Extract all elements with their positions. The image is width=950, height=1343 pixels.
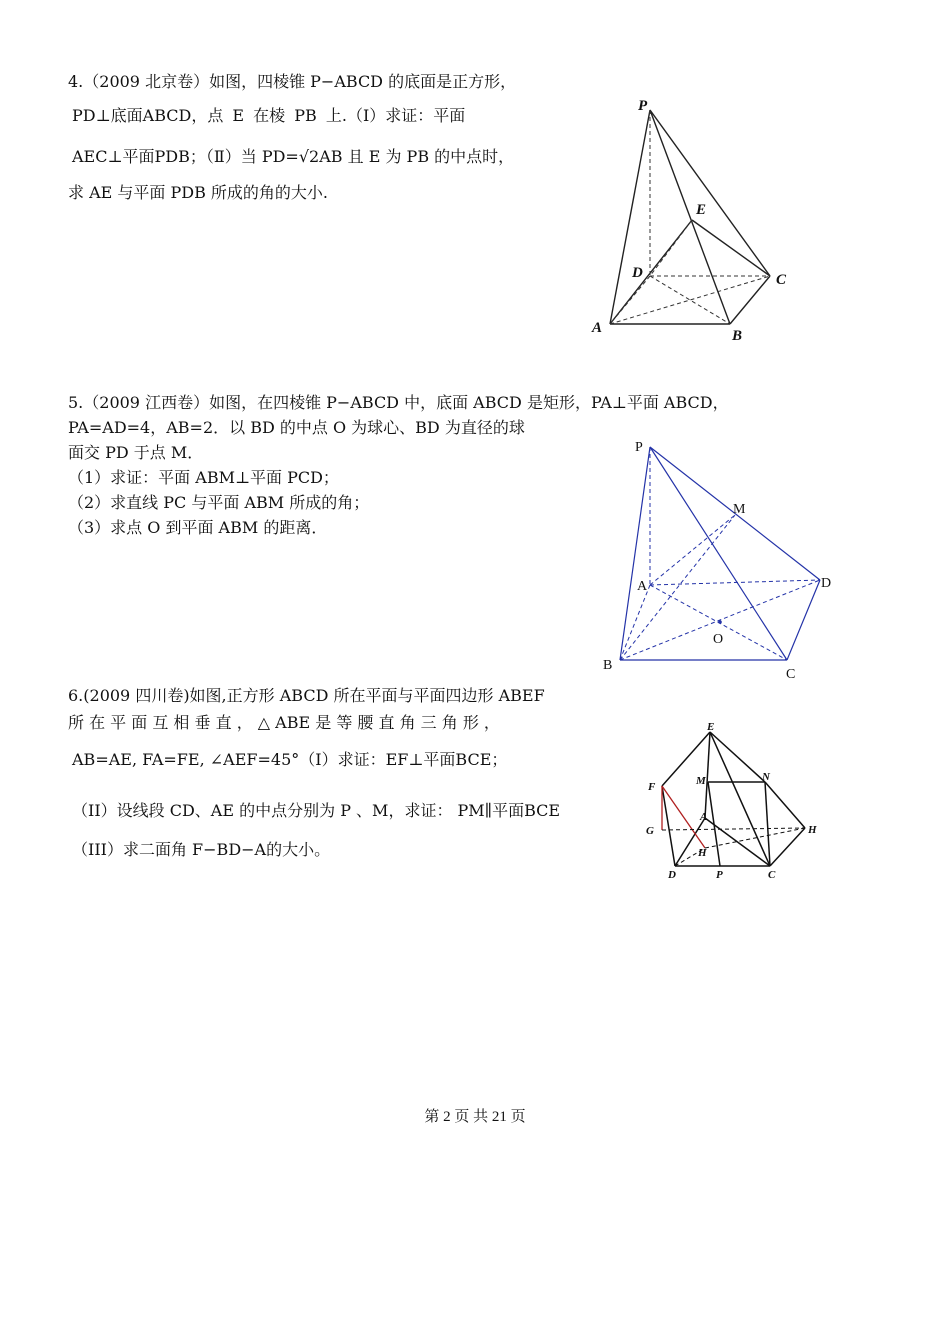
- p5-line-4: （1）求证：平面 ABM⊥平面 PCD；: [68, 468, 339, 487]
- label-F: F: [648, 781, 656, 793]
- label-O: O: [713, 632, 724, 647]
- label-A: A: [700, 811, 708, 823]
- label-P: P: [635, 440, 643, 455]
- label-A: A: [637, 579, 648, 594]
- label-M: M: [696, 775, 706, 787]
- label-C: C: [776, 272, 787, 288]
- label-D: D: [632, 265, 643, 281]
- label-B: B: [603, 658, 613, 673]
- p6-line-5: （III）求二面角 F−BD−A的大小。: [72, 840, 331, 859]
- label-P: P: [716, 869, 723, 881]
- label-C: C: [786, 667, 796, 682]
- label-P: P: [638, 98, 648, 114]
- label-E: E: [707, 721, 715, 733]
- p5-line-5: （2）求直线 PC 与平面 ABM 所成的角；: [68, 493, 370, 512]
- figure-pyramid-p5: [595, 435, 845, 685]
- p4-line-3: AEC⊥平面PDB；（Ⅱ）当 PD=√2AB 且 E 为 PB 的中点时，: [72, 147, 515, 166]
- label-E: E: [696, 202, 707, 218]
- label-C: C: [768, 869, 776, 881]
- label-A: A: [592, 320, 603, 336]
- p5-line-3: 面交 PD 于点 M．: [68, 443, 204, 462]
- figure-pyramid-p4: [580, 92, 800, 347]
- label-H-right: H: [808, 824, 817, 836]
- page-footer: 第 2 页 共 21 页: [424, 1109, 526, 1125]
- label-D: D: [821, 576, 832, 591]
- p4-line-1: 4.（2009 北京卷）如图，四棱锥 P−ABCD 的底面是正方形，: [68, 72, 517, 91]
- label-N: N: [762, 771, 770, 783]
- p6-line-1: 6.(2009 四川卷)如图,正方形 ABCD 所在平面与平面四边形 ABEF: [68, 686, 545, 705]
- figure-solid-p6: [640, 718, 830, 883]
- p5-line-2: PA=AD=4，AB=2．以 BD 的中点 O 为球心、BD 为直径的球: [68, 418, 525, 437]
- label-B: B: [732, 328, 743, 344]
- label-H-left: H: [698, 847, 707, 859]
- label-M: M: [733, 502, 746, 517]
- p5-line-6: （3）求点 O 到平面 ABM 的距离．: [68, 518, 328, 537]
- label-G: G: [646, 825, 654, 837]
- p6-line-4: （II）设线段 CD、AE 的中点分别为 P 、M，求证： PM∥平面BCE: [72, 801, 561, 820]
- p5-line-1: 5.（2009 江西卷）如图，在四棱锥 P−ABCD 中，底面 ABCD 是矩形，PA⊥平面 ABCD，: [68, 393, 729, 412]
- label-D: D: [668, 869, 676, 881]
- p6-line-3: AB=AE, FA=FE, ∠AEF=45°（I）求证：EF⊥平面BCE；: [72, 750, 508, 769]
- p4-line-2: PD⊥底面ABCD，点 E 在棱 PB 上.（Ⅰ）求证：平面: [72, 106, 466, 125]
- p6-line-2: 所 在 平 面 互 相 垂 直 ， △ ABE 是 等 腰 直 角 三 角 形 ，: [68, 713, 500, 732]
- p4-line-4: 求 AE 与平面 PDB 所成的角的大小.: [68, 183, 329, 202]
